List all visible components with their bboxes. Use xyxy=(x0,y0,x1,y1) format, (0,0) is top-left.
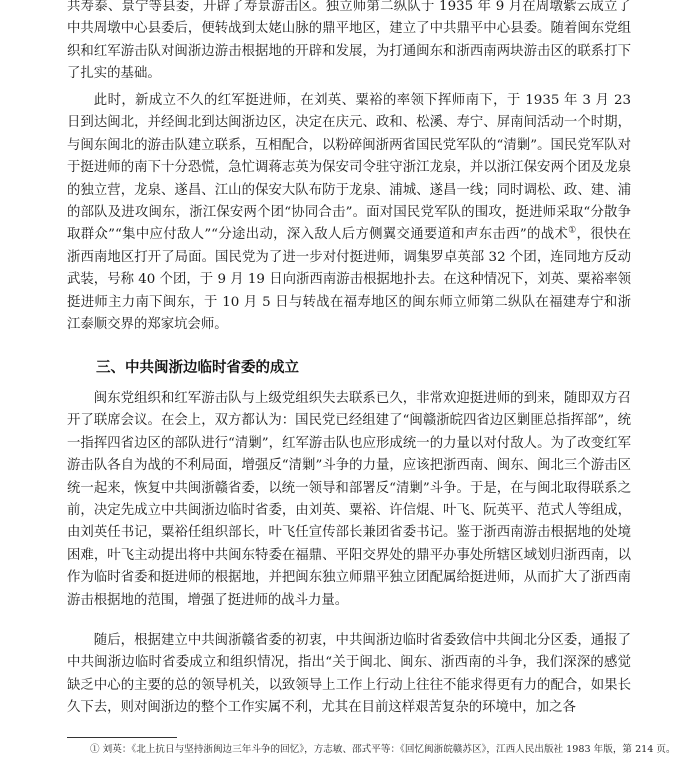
section-heading: 三、中共闽浙边临时省委的成立 xyxy=(96,360,299,376)
paragraph-4: 随后，根据建立中共闽浙赣省委的初衷，中共闽浙边临时省委致信中共闽北分区委，通报了中共闽浙边临时省委成立和组织情况，指出“关于闽北、闽东、浙西南的斗争，我们深深的感觉缺乏中心的主要的总的领导机关，以致领导上工作上行动上往往不能求得更有力的配合，如果长久下去，则对闽浙边的整个工作实属不利，尤其在目前这样艰苦复杂的环境中，加之各 xyxy=(67,633,631,716)
paragraph-3: 闽东党组织和红军游击队与上级党组织失去联系已久，非常欢迎挺进师的到来，随即双方召开了联席会议。在会上，双方都认为：国民党已经组建了“闽赣浙皖四省边区剿匪总指挥部”，统一指挥四省边区的部队进行“清剿”，红军游击队也应形成统一的力量以对付敌人。为了改变红军游击队各自为战的不利局面，增强反“清剿”斗争的力量，应该把浙西南、闽东、闽北三个游击区统一起来，恢复中共闽浙赣省委，以统一领导和部署反“清剿”斗争。于是，在与闽北取得联系之前，决定先成立中共闽浙边临时省委，由刘英、粟裕、许信焜、叶飞、阮英平、范式人等组成，由刘英任书记，粟裕任组织部长，叶飞任宣传部长兼团省委书记。鉴于浙西南游击根据地的处境困难，叶飞主动提出将中共闽东特委在福鼎、平阳交界处的鼎平办事处所辖区域划归浙西南，以作为临时省委和挺进师的根据地，并把闽东独立师鼎平独立团配属给挺进师，从而扩大了浙西南游击根据地的范围，增强了挺进师的战斗力量。 xyxy=(67,391,631,608)
paragraph-1: 共寿泰、景宁等县委，开辟了寿景游击区。独立师第二纵队于 1935 年 9 月在周墩紫云成立了中共周墩中心县委后，便转战到太姥山脉的鼎平地区，建立了中共鼎平中心县委。随着闽东党组织和红军游击队对闽浙边游击根据地的开辟和发展，为打通闽东和浙西南两块游击区的联系打下了扎实的基础。 xyxy=(67,0,631,82)
paragraph-2-tail: ，很快在浙西南地区打开了局面。国民党为了进一步对付挺进师，调集罗卓英部 32 个团，连同地方反动武装，号称 40 个团，于 9 月 19 日向浙西南游击根据地扑去。在这种情况下，刘英、粟裕率领挺进师主力南下闽东，于 10 月 5 日与转战在福寿地区的闽东师立师第二纵队在福建寿宁和浙江泰顺交界的郑家坑会师。 xyxy=(67,227,632,333)
footnote-divider xyxy=(67,737,177,738)
paragraph-2-text: 此时，新成立不久的红军挺进师，在刘英、粟裕的率领下挥师南下，于 1935 年 3 月 23 日到达闽北，并经闽北到达闽浙边区，决定在庆元、政和、松溪、寿宁、屏南间活动一个时期，与闽东闽北的游击队建立联系，互相配合，以粉碎闽浙两省国民党军队的“清剿”。国民党军队对于挺进师的南下十分恐慌，急忙调蒋志英为保安司令驻守浙江龙泉，并以浙江保安两个团及龙泉的独立营，龙泉、遂昌、江山的保安大队布防于龙泉、浦城、遂昌一线；同时调松、政、建、浦的部队及进攻闽东，浙江保安两个团“协同合击”。面对国民党军队的围攻，挺进师采取“分散争取群众”“集中应付敌人”“分途出动，深入敌人后方侧翼交通要道和声东击西”的战术 xyxy=(67,93,631,243)
paragraph-2 xyxy=(67,90,631,336)
footnote: ① 刘英：《北上抗日与坚持浙闽边三年斗争的回忆》，方志敏、邵式平等：《回忆闽浙皖赣苏区》，江西人民出版社 1983 年版，第 214 页。 xyxy=(90,744,676,755)
footnote-marker[interactable]: ① xyxy=(568,225,577,236)
